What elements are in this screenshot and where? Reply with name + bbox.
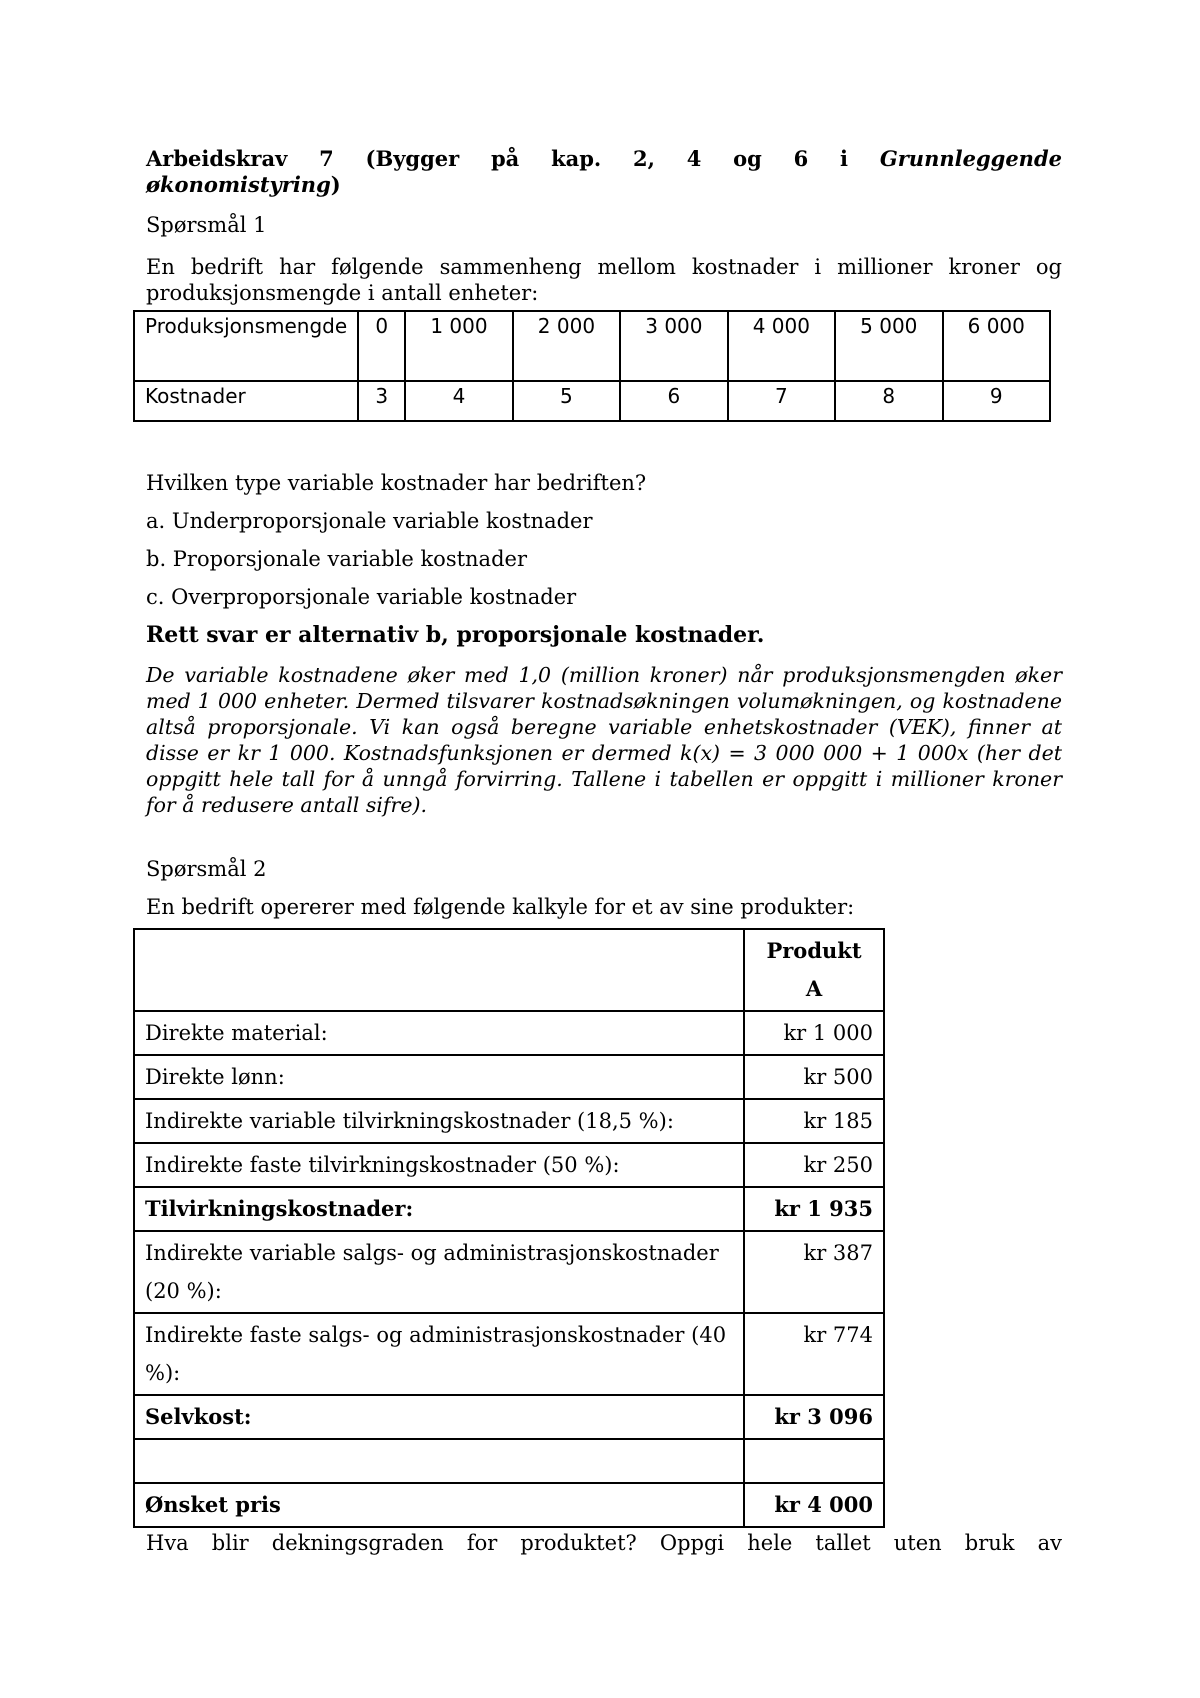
calc-label: Direkte material: (134, 1011, 744, 1055)
calc-label: Ønsket pris (134, 1483, 744, 1527)
table-row (134, 1187, 884, 1231)
table-row (134, 1099, 884, 1143)
cost-cell: 6 (620, 381, 727, 421)
calc-label: Indirekte variable tilvirkningskostnader (18,5 %): (134, 1099, 744, 1143)
calc-value: kr 387 (744, 1231, 884, 1313)
q1-answer: Rett svar er alternativ b, proporsjonale kostnader. (146, 622, 765, 648)
calc-value (744, 1439, 884, 1483)
heading-book-title: Grunnleggende (879, 146, 1062, 171)
calc-label (134, 1439, 744, 1483)
calc-value: kr 250 (744, 1143, 884, 1187)
quantity-cell: 3 000 (620, 311, 727, 381)
calc-label: Selvkost: (134, 1395, 744, 1439)
q1-option-a: a. Underproporsjonale variable kostnader (146, 509, 593, 533)
heading-book-title-cont: økonomistyring (146, 172, 331, 197)
table-row (134, 1143, 884, 1187)
quantity-cell: 4 000 (728, 311, 835, 381)
table-row (134, 1231, 884, 1313)
calculation-table (133, 928, 885, 1528)
quantity-cell: 2 000 (513, 311, 620, 381)
quantity-label: Produksjonsmengde (134, 311, 358, 381)
q2-intro: En bedrift opererer med følgende kalkyle for et av sine produkter: (146, 895, 855, 919)
calc-value: kr 3 096 (744, 1395, 884, 1439)
calc-value: kr 1 000 (744, 1011, 884, 1055)
quantity-cell: 6 000 (943, 311, 1051, 381)
cost-cell: 5 (513, 381, 620, 421)
heading-text: Arbeidskrav 7 (Bygger på kap. 2, 4 og 6 i (146, 146, 849, 171)
calc-header-product: Produkt A (744, 929, 884, 1011)
q1-question: Hvilken type variable kostnader har bedriften? (146, 471, 647, 495)
assignment-heading-cont (146, 172, 341, 198)
q1-intro: En bedrift har følgende sammenheng mellom kostnader i millioner kroner og produksjonsmengde i antall enheter: (146, 255, 1062, 305)
table-row (134, 1395, 884, 1439)
cost-cell: 4 (405, 381, 512, 421)
quantity-cell: 5 000 (835, 311, 942, 381)
assignment-heading (146, 146, 1062, 172)
table-row (134, 1439, 884, 1483)
calc-label: Direkte lønn: (134, 1055, 744, 1099)
table-row-quantity (134, 311, 1050, 381)
calc-value: kr 185 (744, 1099, 884, 1143)
cost-cell: 8 (835, 381, 942, 421)
table-row-cost (134, 381, 1050, 421)
table-row (134, 1011, 884, 1055)
calc-header-row (134, 929, 884, 1011)
heading-close-paren: ) (330, 172, 341, 197)
table-row (134, 1055, 884, 1099)
calc-value: kr 1 935 (744, 1187, 884, 1231)
quantity-cell: 1 000 (405, 311, 512, 381)
calc-value: kr 500 (744, 1055, 884, 1099)
table-row (134, 1313, 884, 1395)
calc-label: Tilvirkningskostnader: (134, 1187, 744, 1231)
q1-option-c: c. Overproporsjonale variable kostnader (146, 585, 577, 609)
q1-explanation: De variable kostnadene øker med 1,0 (million kroner) når produksjonsmengden øker med 1 000 enheter. Dermed tilsvarer kostnadsøkningen volumøkningen, og kostnadene altså proporsjonale. Vi kan også beregne variable enhetskostnader (VEK), finner at disse er kr 1 000. Kostnadsfunksjonen er dermed k(x) = 3 000 000 + 1 000x (her det oppgitt hele tall for å unngå forvirring. Tallene i tabellen er oppgitt i millioner kroner for å redusere antall sifre). (146, 663, 1062, 817)
table-row (134, 1483, 884, 1527)
calc-label: Indirekte faste tilvirkningskostnader (50 %): (134, 1143, 744, 1187)
cost-table (133, 310, 1051, 422)
quantity-cell: 0 (358, 311, 405, 381)
calc-header-blank (134, 929, 744, 1011)
q2-title: Spørsmål 2 (146, 857, 267, 881)
q2-question: Hva blir dekningsgraden for produktet? Oppgi hele tallet uten bruk av (146, 1531, 1062, 1555)
cost-cell: 7 (728, 381, 835, 421)
q1-option-b: b. Proporsjonale variable kostnader (146, 547, 527, 571)
calc-value: kr 4 000 (744, 1483, 884, 1527)
cost-cell: 9 (943, 381, 1051, 421)
calc-label: Indirekte variable salgs- og administrasjonskostnader (20 %): (134, 1231, 744, 1313)
q1-title: Spørsmål 1 (146, 213, 267, 237)
cost-label: Kostnader (134, 381, 358, 421)
calc-label: Indirekte faste salgs- og administrasjonskostnader (40 %): (134, 1313, 744, 1395)
cost-cell: 3 (358, 381, 405, 421)
calc-value: kr 774 (744, 1313, 884, 1395)
